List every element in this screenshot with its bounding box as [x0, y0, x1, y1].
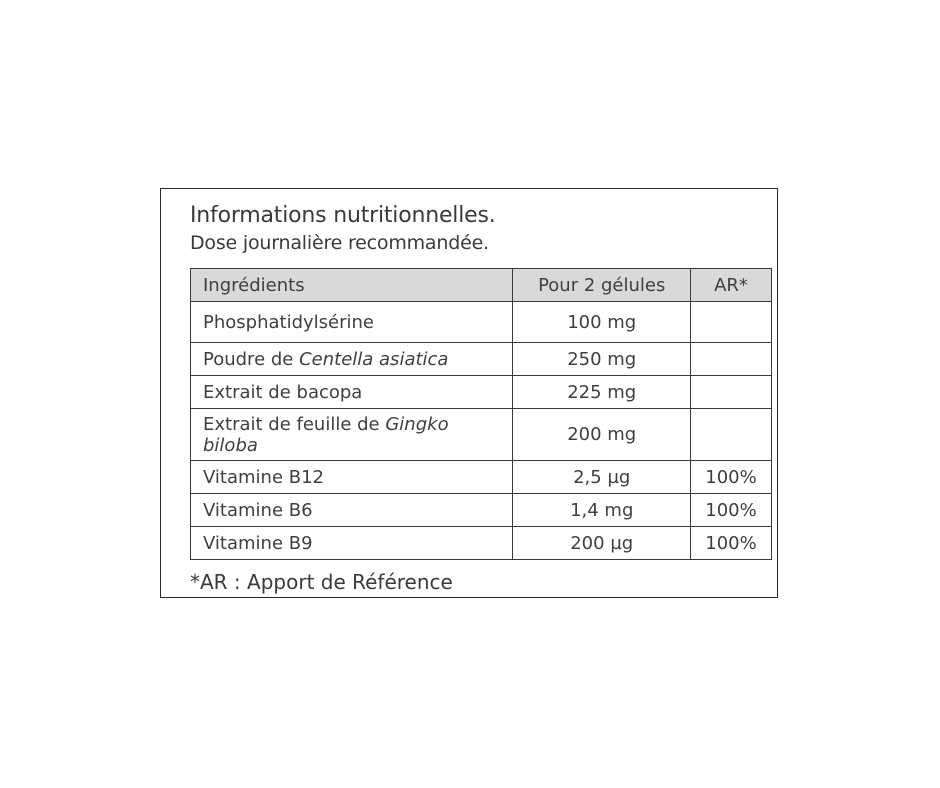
- ingredient-cell: Vitamine B6: [191, 494, 513, 527]
- panel-subtitle: Dose journalière recommandée.: [190, 232, 489, 254]
- table-header-row: [191, 269, 772, 302]
- ar-cell: 100%: [691, 461, 772, 494]
- dose-cell: 200 µg: [513, 527, 691, 560]
- table-row: [191, 302, 772, 343]
- dose-cell: 100 mg: [513, 302, 691, 343]
- dose-cell: 1,4 mg: [513, 494, 691, 527]
- nutrition-panel: [160, 188, 778, 598]
- table-row: [191, 376, 772, 409]
- dose-cell: 200 mg: [513, 409, 691, 461]
- column-header-ar: AR*: [691, 269, 772, 302]
- table-row: [191, 494, 772, 527]
- ar-cell: [691, 409, 772, 461]
- ar-cell: [691, 376, 772, 409]
- table-row: [191, 461, 772, 494]
- panel-title: Informations nutritionnelles.: [190, 203, 496, 228]
- ingredient-cell: Extrait de bacopa: [191, 376, 513, 409]
- column-header-ingredients: Ingrédients: [191, 269, 513, 302]
- ingredient-cell: Extrait de feuille de Gingko biloba: [191, 409, 513, 461]
- table-row: [191, 343, 772, 376]
- ingredient-cell: Vitamine B9: [191, 527, 513, 560]
- ar-cell: 100%: [691, 527, 772, 560]
- ar-cell: 100%: [691, 494, 772, 527]
- dose-cell: 250 mg: [513, 343, 691, 376]
- nutrition-table: [190, 268, 772, 560]
- ingredient-cell: Poudre de Centella asiatica: [191, 343, 513, 376]
- ingredient-cell: Phosphatidylsérine: [191, 302, 513, 343]
- ar-cell: [691, 343, 772, 376]
- footnote: *AR : Apport de Référence: [190, 570, 453, 594]
- dose-cell: 2,5 µg: [513, 461, 691, 494]
- table-row: [191, 409, 772, 461]
- dose-cell: 225 mg: [513, 376, 691, 409]
- column-header-dose: Pour 2 gélules: [513, 269, 691, 302]
- ingredient-cell: Vitamine B12: [191, 461, 513, 494]
- table-row: [191, 527, 772, 560]
- ar-cell: [691, 302, 772, 343]
